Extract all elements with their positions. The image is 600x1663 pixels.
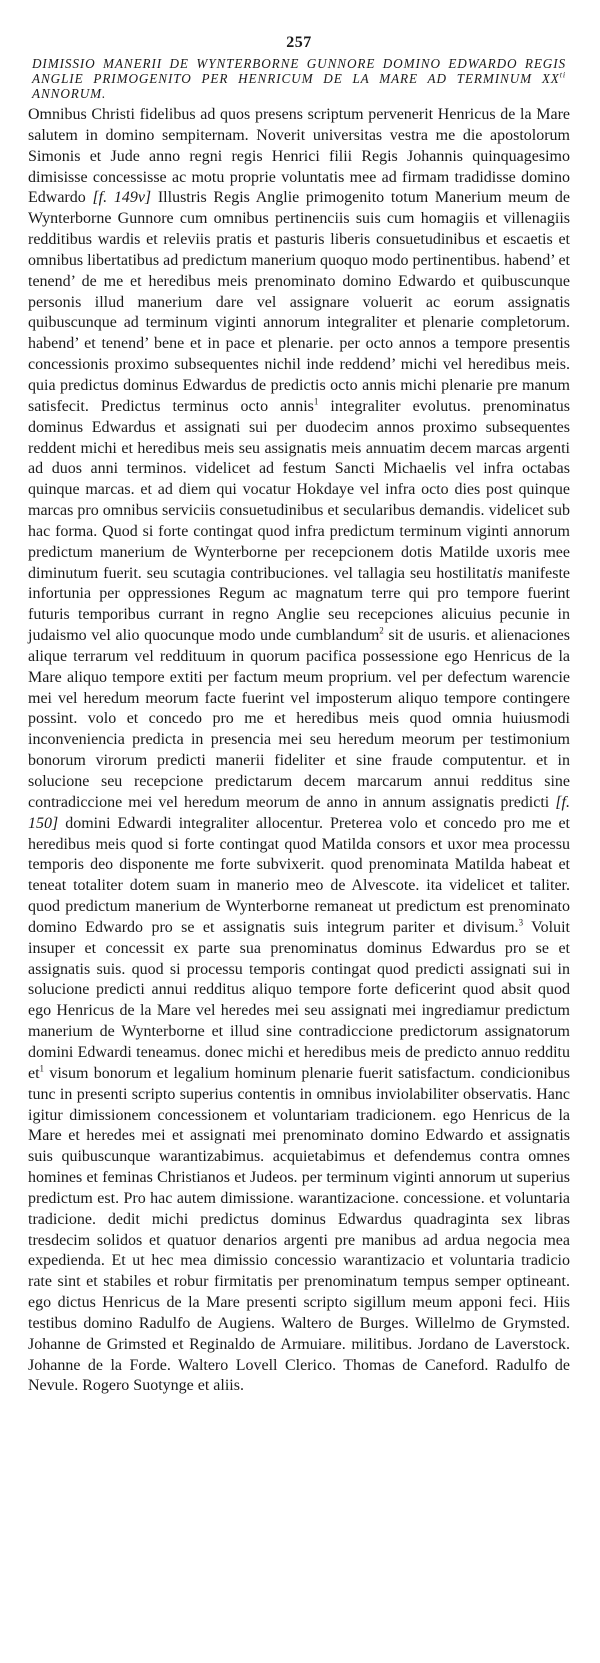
document-page (28, 0, 570, 1663)
charter-text (28, 105, 570, 1397)
heading-main: DIMISSIO MANERII DE WYNTERBORNE GUNNORE DOMINO EDWARDO REGIS ANGLIE PRIMOGENITO PER HENRICUM DE LA MARE AD TERMINUM XX (32, 56, 566, 86)
text-segment-5: sit de usuris. et alienaciones alique terrarum vel reddituum in quorum pacifica possessione ego Henricus de la Mare aliquo tempore extiti per factum meum proprium. vel per defectum warencie mei vel heredum meorum facte fuerint vel imposterum aliquo tempore contingere possint. volo et concedo pro me et heredibus meis quod omnia huiusmodi inconveniencia predicta in presencia mei seu heredum meorum per testimonium bonorum virorum predicti manerii fideliter et sine fraude computentur. et in solucione seu recepcione predictarum decem marcarum annui redditus sine contradiccione mei vel heredum meorum de anno in annum assignatis predicti (28, 627, 570, 811)
text-segment-4: manifeste infortunia per oppressiones Regum ac magnatum terre qui pro tempore fuerint futuris temporibus currant in regno Anglie seu recepciones alicuius pecunie in judaismo vel alio quocunque modo unde cumblandum (28, 564, 570, 645)
heading-end: ANNORUM. (32, 86, 107, 101)
text-segment-2: Illustris Regis Anglie primogenito totum Manerium meum de Wynterborne Gunnore cum omnibus pertinenciis suis cum homagiis et villenagiis redditibus wardis et releviis pratis et pasturis liberis consuetudinibus et escaetis et omnibus libertatibus ad predictum manerium quoquo modo pertinentibus. habend’ et tenend’ de me et heredibus meis prenominato domino Edwardo et quibuscunque personis illud manerium dare vel assignare voluerit ac eorum assignatis quibuscunque ad terminum viginti annorum integraliter et plenarie completorum. habend’ et tenend’ bene et in pace et plenarie. per octo annos a tempore presentis concessionis proximo subsequentes nichil inde reddend’ michi vel heredibus meis. quia predictus dominus Edwardus de predictis octo annis michi plenarie pre manum satisfecit. Predictus terminus octo annis (28, 189, 570, 415)
charter-heading (28, 56, 570, 101)
text-segment-6: domini Edwardi integraliter allocentur. Preterea volo et concedo pro me et heredibus meis quod si forte contingat quod Matilda consors et uxor mea processu temporis deo disponente me forte subvixerit. quod prenominata Matilda habeat et teneat totaliter dotem suam in manerio meo de Alvescote. ita videlicet et taliter. quod predictum manerium de Wynterborne remaneat ut predictum est prenominato domino Edwardo pro se et assignatis suis integrum pariter et divisum. (28, 814, 570, 936)
text-segment-1: Omnibus Christi fidelibus ad quos presens scriptum pervenerit Henricus de la Mare salutem in domino sempiternam. Noverit universitas vestra me die apostolorum Simonis et Jude anno regni regis Henrici filii Regis Johannis quinquagesimo dimisisse concessisse ac motu proprie voluntatis mee ad firmam tradidisse domino Edwardo (28, 106, 570, 207)
text-segment-7: Voluit insuper et concessit ex parte sua prenominatus dominus Edwardus pro se et assignatis suis. quod si processu temporis contingat quod predicti assignati sui in solucione predicti annui redditus aliquo tempore forte deficerint quod absit quod ego Henricus de la Mare vel heredes mei seu assignati mei ingrediamur predictum manerium de Wynterborne et illud sine contradiccione predictorum assignatorum domini Edwardi teneamus. donec michi et heredibus meis de predicto annuo redditu et (28, 918, 570, 1082)
folio-reference-150: [f. 150] (28, 793, 570, 832)
italic-correction: is (492, 564, 503, 582)
text-segment-8: visum bonorum et legalium hominum plenarie fuerit satisfactum. condicionibus tunc in presenti scripto superius contentis in omnibus inviolabiliter observatis. Hanc igitur dimissionem concessionem et voluntariam tradicionem. ego Henricus de la Mare et heredes mei et assignati mei prenominato domino Edwardo et assignatis suis quibuscunque warantizabimus. acquietabimus et defendemus contra omnes homines et feminas Christianos et Judeos. per terminum viginti annorum ut superius predictum est. Pro hac autem dimissione. warantizacione. concessione. et voluntaria tradicione. dedit michi predictus dominus Edwardus quadraginta sex libras tresdecim solidos et quatuor denarios argenti pre manibus ad ardua negocia mea expedienda. Et ut hec mea dimissio concessio warantizacio et voluntaria tradicio rate sint et stabiles et robur firmitatis per prenominatum tempus semper optineant. ego dictus Henricus de la Mare presenti scripto sigillum meum apponi feci. Hiis testibus domino Radulfo de Augiens. Waltero de Burges. Willelmo de Grymsted. Johanne de Grimsted et Reginaldo de Armuiare. militibus. Jordano de Laverstock. Johanne de la Forde. Waltero Lovell Clerico. Thomas de Caneford. Radulfo de Nevule. Rogero Suotynge et aliis. (28, 1064, 570, 1395)
footnote-marker-2: 2 (379, 625, 384, 636)
page-number: 257 (286, 34, 312, 51)
heading-superscript: ti (559, 70, 566, 80)
folio-reference-149v: [f. 149v] (92, 189, 152, 207)
text-segment-3: integraliter evolutus. prenominatus dominus Edwardus et assignati sui per duodecim annos proximo subsequentes reddent michi et heredibus meis seu assignatis meis annuatim decem marcas argenti ad duos anni terminos. videlicet ad festum Sancti Michaelis vel infra octabas quinque marcas. et ad diem qui vocatur Hokdaye vel infra octo dies post quinque marcas pro omnibus serviciis consuetudinibus et secularibus demandis. videlicet sub hac forma. Quod si forte contingat quod infra predictum terminum viginti annorum predictum manerium de Wynterborne per recepcionem dotis Matilde uxoris mee diminutum fuerit. seu scutagia contribuciones. vel tallagia seu hostilitat (28, 397, 571, 582)
footnote-marker-1: 1 (313, 396, 319, 407)
footnote-marker-3: 3 (518, 917, 524, 928)
footnote-marker-4: 1 (39, 1063, 45, 1074)
